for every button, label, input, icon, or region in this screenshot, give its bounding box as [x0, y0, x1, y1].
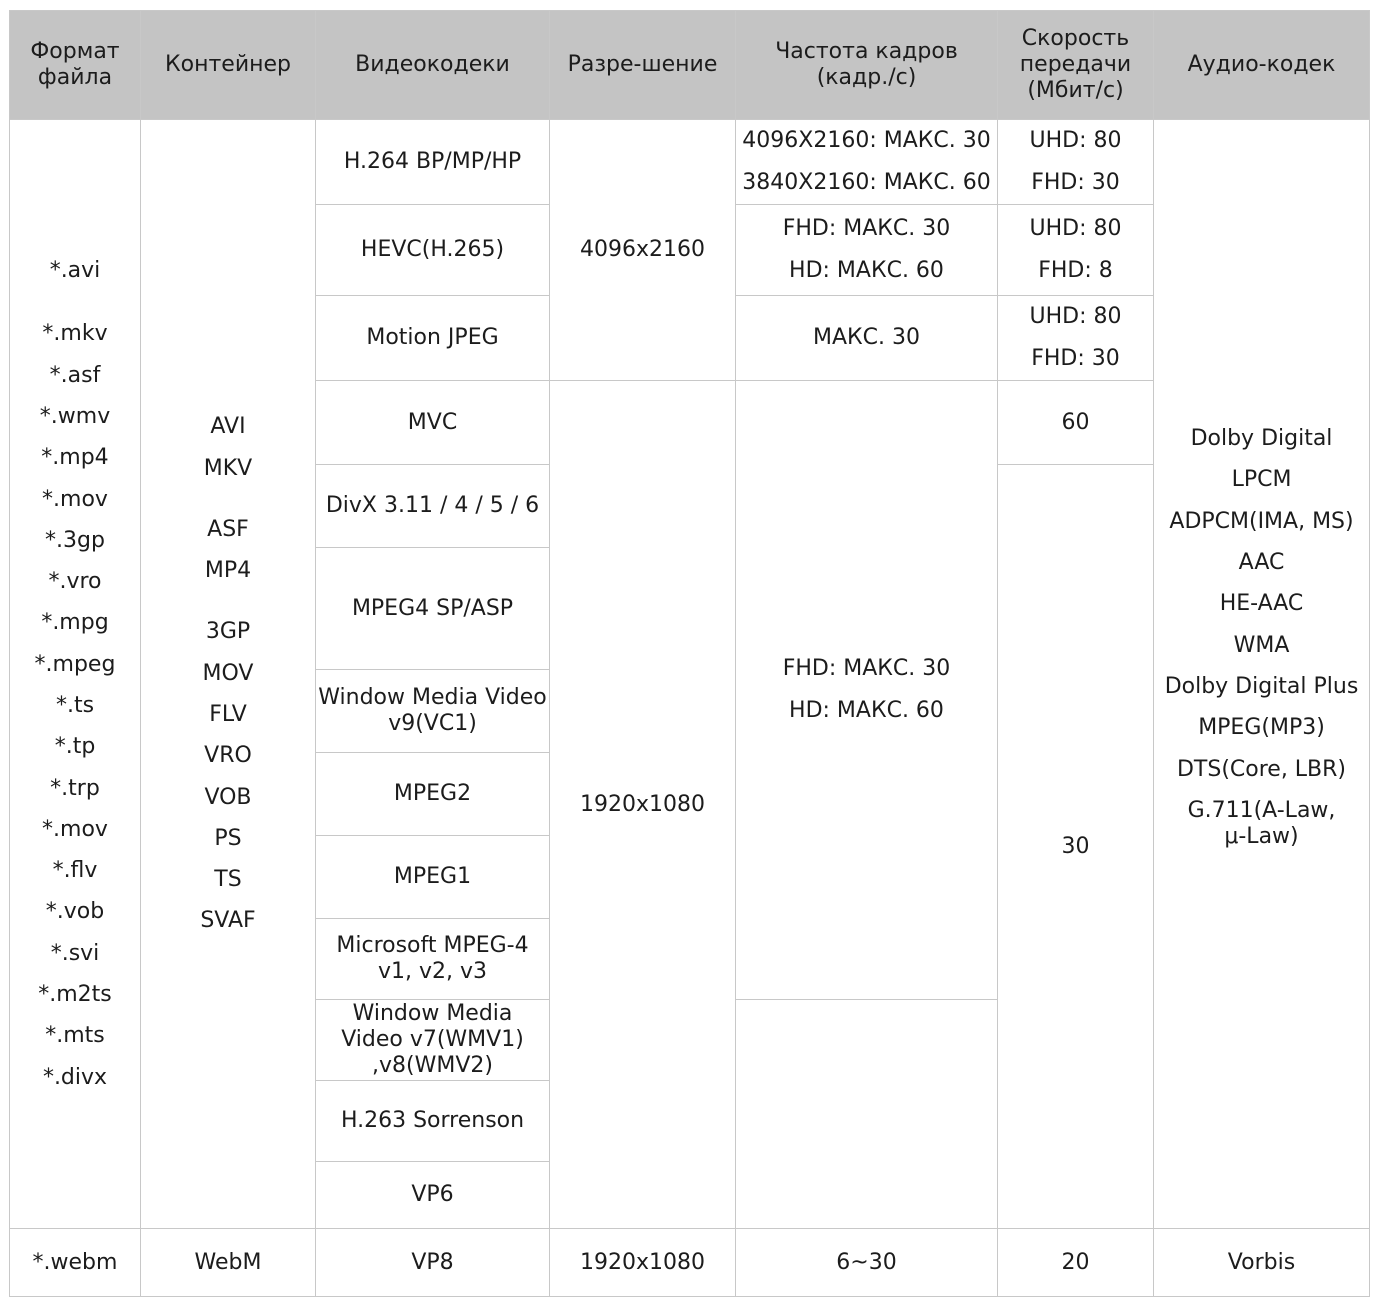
header-format: Формат файла	[10, 11, 141, 120]
format-item: *.mpg	[41, 610, 109, 636]
resolution-cell: 4096x2160	[550, 120, 736, 381]
audio-codec-item: HE-AAC	[1219, 591, 1304, 617]
codec-cell: Window Media Video v9(VC1)	[316, 670, 550, 753]
audio-codec-item: Dolby Digital Plus	[1164, 673, 1359, 699]
container-item: SVAF	[200, 908, 256, 934]
container-item: FLV	[209, 702, 247, 727]
container-item: PS	[214, 825, 242, 851]
codec-cell: H.264 BP/MP/HP	[316, 120, 550, 205]
frame-rate-line: FHD: МАКС. 30	[782, 216, 951, 241]
format-item: *.vob	[45, 899, 105, 925]
frame-rate-line: HD: МАКС. 60	[789, 258, 944, 283]
format-item: *.mov	[42, 486, 108, 512]
webm-frame-rate-cell: 6~30	[736, 1229, 998, 1297]
format-item: *.3gp	[45, 527, 105, 553]
frame-rate-line: 4096X2160: МАКС. 30	[742, 128, 991, 153]
format-item: *.tp	[54, 734, 96, 760]
bitrate-line: FHD: 30	[1031, 170, 1120, 195]
format-item: *.ts	[55, 693, 95, 718]
bitrate-line: UHD: 80	[1029, 128, 1122, 153]
codec-cell: H.263 Sorrenson	[316, 1081, 550, 1162]
format-item: *.divx	[42, 1064, 108, 1090]
audio-codec-item: G.711(A-Law, μ-Law)	[1187, 797, 1336, 849]
format-list-cell	[10, 120, 141, 1229]
format-item: *.mov	[42, 816, 108, 842]
header-frame-rate: Частота кадров (кадр./с)	[736, 11, 998, 120]
codec-cell: HEVC(H.265)	[316, 205, 550, 296]
header-audio-codec: Аудио-кодек	[1154, 11, 1370, 120]
frame-rate-line: HD: МАКС. 60	[789, 698, 944, 723]
codec-cell: MVC	[316, 381, 550, 465]
container-item: AVI	[210, 414, 246, 440]
frame-rate-cell: МАКС. 30	[736, 296, 998, 381]
frame-rate-line: FHD: МАКС. 30	[782, 656, 951, 681]
format-item: *.trp	[50, 775, 100, 801]
bitrate-line: FHD: 30	[1031, 346, 1120, 371]
audio-codec-item: ADPCM(IMA, MS)	[1169, 508, 1354, 534]
format-item: *.flv	[52, 858, 98, 884]
frame-rate-line: 3840X2160: МАКС. 60	[742, 170, 991, 195]
frame-rate-cell	[736, 381, 998, 1000]
format-item: *.vro	[48, 569, 102, 595]
format-item: *.m2ts	[38, 982, 112, 1008]
audio-codec-item: AAC	[1238, 550, 1285, 576]
format-item: *.mpeg	[34, 651, 116, 677]
header-row	[10, 11, 1370, 120]
container-item: VOB	[204, 784, 252, 810]
webm-audio-cell: Vorbis	[1154, 1229, 1370, 1297]
header-bitrate: Скорость передачи (Мбит/с)	[998, 11, 1154, 120]
codec-cell: MPEG1	[316, 836, 550, 919]
bitrate-line: UHD: 80	[1029, 304, 1122, 329]
codec-cell: Window Media Video v7(WMV1) ,v8(WMV2)	[316, 1000, 550, 1081]
container-item: MP4	[204, 558, 252, 584]
format-item: *.mp4	[41, 445, 109, 471]
header-container: Контейнер	[141, 11, 316, 120]
bitrate-cell	[998, 205, 1154, 296]
bitrate-cell	[998, 296, 1154, 381]
table-row-webm	[10, 1229, 1370, 1297]
container-item: ASF	[207, 516, 249, 542]
format-item: *.mkv	[42, 321, 108, 347]
codec-cell: Microsoft MPEG-4 v1, v2, v3	[316, 919, 550, 1000]
format-item: *.mts	[45, 1023, 105, 1049]
codec-support-table	[9, 10, 1370, 1297]
container-item: TS	[214, 867, 242, 893]
bitrate-line: UHD: 80	[1029, 216, 1122, 241]
bitrate-cell	[998, 120, 1154, 205]
bitrate-cell: 30	[998, 465, 1154, 1229]
container-item: MOV	[202, 660, 254, 686]
codec-cell: VP6	[316, 1162, 550, 1229]
header-resolution: Разре-шение	[550, 11, 736, 120]
codec-cell: MPEG2	[316, 753, 550, 836]
format-item: *.avi	[49, 258, 101, 284]
audio-codec-item: MPEG(MP3)	[1198, 715, 1325, 741]
codec-cell: Motion JPEG	[316, 296, 550, 381]
frame-rate-cell	[736, 205, 998, 296]
audio-codec-item: WMA	[1233, 632, 1290, 658]
format-item: *.wmv	[39, 403, 111, 429]
webm-resolution-cell: 1920x1080	[550, 1229, 736, 1297]
container-item: VRO	[204, 743, 252, 769]
frame-rate-cell	[736, 120, 998, 205]
webm-format-cell: *.webm	[10, 1229, 141, 1297]
resolution-cell: 1920x1080	[550, 381, 736, 1229]
container-item: 3GP	[205, 619, 251, 645]
container-item: MKV	[203, 455, 253, 481]
webm-codec-cell: VP8	[316, 1229, 550, 1297]
audio-codec-list-cell	[1154, 120, 1370, 1229]
webm-container-cell: WebM	[141, 1229, 316, 1297]
container-list-cell	[141, 120, 316, 1229]
header-video-codec: Видеокодеки	[316, 11, 550, 120]
audio-codec-item: DTS(Core, LBR)	[1176, 756, 1347, 782]
format-item: *.asf	[49, 362, 101, 388]
audio-codec-item: Dolby Digital	[1190, 426, 1333, 452]
bitrate-line: FHD: 8	[1038, 258, 1113, 283]
bitrate-cell: 60	[998, 381, 1154, 465]
audio-codec-item: LPCM	[1231, 467, 1292, 493]
webm-bitrate-cell: 20	[998, 1229, 1154, 1297]
codec-cell: MPEG4 SP/ASP	[316, 548, 550, 670]
format-item: *.svi	[50, 940, 100, 966]
codec-cell: DivX 3.11 / 4 / 5 / 6	[316, 465, 550, 548]
table-row	[10, 120, 1370, 205]
